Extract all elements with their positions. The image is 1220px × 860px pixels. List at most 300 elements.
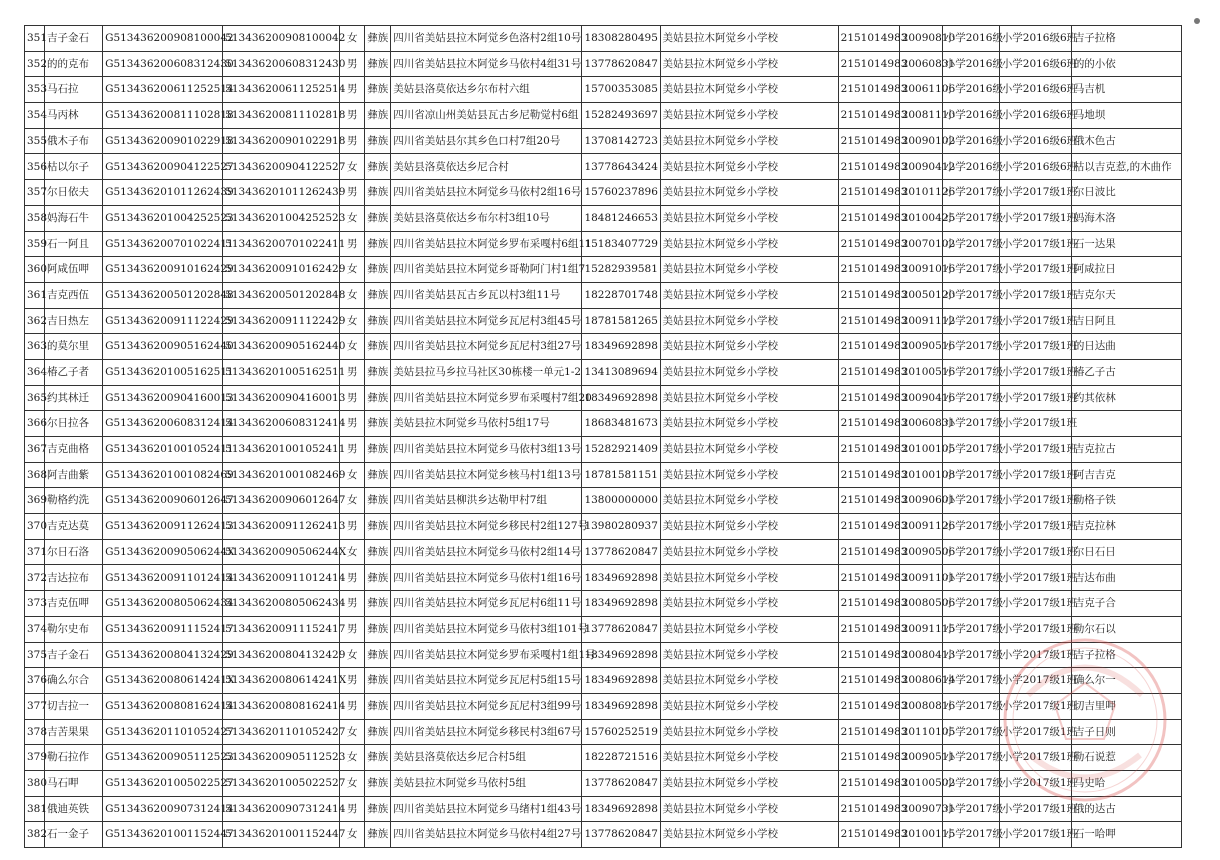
cell-phone: 15183407729 [582,231,660,257]
cell-phone: 18781581265 [582,308,660,334]
cell-phone: 18481246653 [582,205,660,231]
cell-ethnicity: 彝族 [365,539,391,565]
cell-gender: 女 [340,257,365,283]
table-row [25,180,1182,206]
cell-guardian: 吉子拉格 [1071,642,1181,668]
cell-student-id: G513436200906012647 [103,488,223,514]
table-row [25,796,1182,822]
cell-grade: 小学2016级 [942,128,999,154]
cell-gender: 男 [340,180,365,206]
cell-no: 372 [25,565,45,591]
cell-birth: 20090511 [899,745,942,771]
cell-id-number: 513436200904122527 [223,154,340,180]
cell-grade: 小学2017级 [942,257,999,283]
cell-gender: 女 [340,334,365,360]
cell-gender: 女 [340,282,365,308]
cell-phone: 18349692898 [582,591,660,617]
cell-gender: 男 [340,77,365,103]
cell-gender: 女 [340,154,365,180]
cell-birth: 20081110 [899,103,942,129]
cell-gender: 男 [340,514,365,540]
cell-guardian: 马史哈 [1071,770,1181,796]
cell-birth: 20050120 [899,282,942,308]
cell-id-number: 513436201005162511 [223,359,340,385]
cell-birth: 20090102 [899,128,942,154]
cell-grade: 小学2017级 [942,822,999,848]
cell-name: 枯以尔子 [45,154,103,180]
cell-address: 四川省美姑县拉木阿觉乡色洛村2组10号 [391,26,582,52]
cell-guardian: 尔日波比 [1071,180,1181,206]
cell-address: 美姑县洛莫依达乡尔布村六组 [391,77,582,103]
cell-school: 美姑县拉木阿觉乡小学校 [660,668,838,694]
cell-address: 四川省美姑县拉木阿觉乡移民村2组127号 [391,514,582,540]
cell-no: 359 [25,231,45,257]
cell-student-id: G513436200911012414 [103,565,223,591]
cell-address: 四川省美姑县拉木阿觉乡瓦尼村6组11号 [391,591,582,617]
table-row [25,77,1182,103]
cell-class: 小学2016级6班 [999,26,1071,52]
table-body [25,26,1182,848]
cell-class: 小学2017级1班 [999,359,1071,385]
cell-id-number: 513436200910162429 [223,257,340,283]
cell-school: 美姑县拉木阿觉乡小学校 [660,308,838,334]
cell-address: 四川省美姑县拉木阿觉乡瓦尼村3组99号 [391,693,582,719]
table-row [25,565,1182,591]
cell-grade: 小学2017级 [942,488,999,514]
cell-no: 355 [25,128,45,154]
cell-birth: 20090731 [899,796,942,822]
cell-name: 约其林迁 [45,385,103,411]
cell-no: 373 [25,591,45,617]
cell-name: 切吉拉一 [45,693,103,719]
cell-id-number: 513436200608312430 [223,51,340,77]
cell-id-number: 513436201101052427 [223,719,340,745]
cell-birth: 20091112 [899,308,942,334]
cell-ethnicity: 彝族 [365,282,391,308]
cell-address: 四川省美姑县拉木阿觉乡瓦尼村5组15号 [391,668,582,694]
cell-student-id: G513436201101052427 [103,719,223,745]
cell-grade: 小学2017级 [942,282,999,308]
cell-school-code: 2151014983 [838,642,899,668]
cell-student-id: G513436201001152447 [103,822,223,848]
cell-grade: 小学2016级 [942,26,999,52]
cell-grade: 小学2017级 [942,770,999,796]
cell-school: 美姑县拉木阿觉乡小学校 [660,514,838,540]
cell-grade: 小学2017级 [942,616,999,642]
cell-ethnicity: 彝族 [365,334,391,360]
cell-address: 四川省美姑县拉木阿觉乡罗布采嘎村6组11 [391,231,582,257]
cell-guardian: 吉日阿且 [1071,308,1181,334]
cell-school-code: 2151014983 [838,205,899,231]
cell-gender: 女 [340,745,365,771]
cell-birth: 20070102 [899,231,942,257]
cell-address: 美姑县拉马乡拉马社区30栋楼一单元1-2 [391,359,582,385]
table-row [25,257,1182,283]
cell-gender: 男 [340,103,365,129]
cell-birth: 20100105 [899,437,942,463]
cell-student-id: G513436200904160013 [103,385,223,411]
cell-school: 美姑县拉木阿觉乡小学校 [660,154,838,180]
cell-school-code: 2151014983 [838,308,899,334]
cell-birth: 20101126 [899,180,942,206]
cell-student-id: G513436201004252523 [103,205,223,231]
cell-phone: 18349692898 [582,796,660,822]
cell-school-code: 2151014983 [838,616,899,642]
cell-address: 四川省美姑县拉木阿觉乡瓦尼村3组45号 [391,308,582,334]
cell-school-code: 2151014983 [838,231,899,257]
cell-school: 美姑县拉木阿觉乡小学校 [660,77,838,103]
cell-name: 确么尔合 [45,668,103,694]
table-row [25,591,1182,617]
cell-name: 吉达拉布 [45,565,103,591]
cell-grade: 小学2017级 [942,205,999,231]
cell-class: 小学2017级1班 [999,616,1071,642]
cell-student-id: G51343620090506244X [103,539,223,565]
cell-address: 美姑县拉木阿觉乡马依村5组 [391,770,582,796]
cell-class: 小学2017级1班 [999,796,1071,822]
cell-birth: 20090810 [899,26,942,52]
cell-name: 尔日拉各 [45,411,103,437]
cell-birth: 20100425 [899,205,942,231]
cell-grade: 小学2017级 [942,591,999,617]
cell-no: 367 [25,437,45,463]
cell-name: 的莫尔里 [45,334,103,360]
cell-school: 美姑县拉木阿觉乡小学校 [660,796,838,822]
cell-ethnicity: 彝族 [365,231,391,257]
cell-guardian: 石一哈呷 [1071,822,1181,848]
cell-ethnicity: 彝族 [365,719,391,745]
cell-grade: 小学2016级 [942,51,999,77]
cell-school-code: 2151014983 [838,282,899,308]
cell-school-code: 2151014983 [838,257,899,283]
cell-student-id: G513436201011262439 [103,180,223,206]
cell-student-id: G513436200905162440 [103,334,223,360]
table-row [25,128,1182,154]
cell-class: 小学2017级1班 [999,565,1071,591]
cell-guardian: 的日达曲 [1071,334,1181,360]
cell-no: 378 [25,719,45,745]
cell-school-code: 2151014983 [838,539,899,565]
cell-no: 365 [25,385,45,411]
cell-student-id: G513436200901022918 [103,128,223,154]
cell-id-number: 513436200911122429 [223,308,340,334]
cell-id-number: 513436200911012414 [223,565,340,591]
student-roster-sheet [24,25,1182,847]
cell-gender: 女 [340,539,365,565]
cell-student-id: G513436200701022411 [103,231,223,257]
cell-student-id: G513436201001052411 [103,437,223,463]
cell-id-number: 513436201004252523 [223,205,340,231]
cell-guardian: 吉克拉古 [1071,437,1181,463]
cell-name: 马石呷 [45,770,103,796]
cell-address: 美姑县洛莫依达乡尼合村 [391,154,582,180]
table-row [25,822,1182,848]
cell-name: 吉克达莫 [45,514,103,540]
cell-ethnicity: 彝族 [365,103,391,129]
cell-school-code: 2151014983 [838,411,899,437]
cell-no: 363 [25,334,45,360]
cell-address: 四川省美姑县拉木阿觉乡核马村1组13号 [391,462,582,488]
cell-address: 四川省美姑县拉木阿觉乡马依村3组101号 [391,616,582,642]
cell-phone: 15760237896 [582,180,660,206]
cell-class: 小学2017级1班 [999,231,1071,257]
cell-id-number: 513436200911262413 [223,514,340,540]
cell-phone: 18349692898 [582,668,660,694]
cell-class: 小学2017级1班 [999,180,1071,206]
cell-school-code: 2151014983 [838,180,899,206]
cell-address: 美姑县拉木阿觉乡马依村5组17号 [391,411,582,437]
cell-phone: 18349692898 [582,565,660,591]
cell-name: 勒石拉作 [45,745,103,771]
cell-ethnicity: 彝族 [365,591,391,617]
cell-ethnicity: 彝族 [365,359,391,385]
cell-school: 美姑县拉木阿觉乡小学校 [660,257,838,283]
cell-address: 四川省美姑县拉木阿觉乡马绪村1组43号 [391,796,582,822]
cell-school-code: 2151014983 [838,462,899,488]
cell-ethnicity: 彝族 [365,180,391,206]
cell-id-number: 513436201001052411 [223,437,340,463]
cell-name: 阿吉曲紫 [45,462,103,488]
table-row [25,668,1182,694]
cell-student-id: G513436200910162429 [103,257,223,283]
table-row [25,770,1182,796]
cell-no: 366 [25,411,45,437]
cell-grade: 小学2017级 [942,565,999,591]
table-row [25,385,1182,411]
cell-school: 美姑县拉木阿觉乡小学校 [660,488,838,514]
cell-student-id: G51343620080614241X [103,668,223,694]
cell-gender: 男 [340,411,365,437]
cell-school-code: 2151014983 [838,488,899,514]
cell-guardian: 俄的达古 [1071,796,1181,822]
cell-student-id: G513436200608312430 [103,51,223,77]
cell-ethnicity: 彝族 [365,616,391,642]
cell-ethnicity: 彝族 [365,51,391,77]
cell-class: 小学2017级1班 [999,539,1071,565]
cell-class: 小学2017级1班 [999,385,1071,411]
table-row [25,359,1182,385]
cell-id-number: 513436200904160013 [223,385,340,411]
cell-birth: 20060831 [899,411,942,437]
cell-ethnicity: 彝族 [365,642,391,668]
cell-school-code: 2151014983 [838,591,899,617]
cell-school: 美姑县拉木阿觉乡小学校 [660,565,838,591]
cell-grade: 小学2017级 [942,180,999,206]
cell-gender: 男 [340,796,365,822]
cell-birth: 20080614 [899,668,942,694]
cell-class: 小学2017级1班 [999,693,1071,719]
cell-student-id: G513436200911262413 [103,514,223,540]
cell-class: 小学2017级1班 [999,488,1071,514]
cell-student-id: G513436200808162414 [103,693,223,719]
cell-guardian: 马地坝 [1071,103,1181,129]
cell-address: 四川省美姑县瓦古乡瓦以村3组11号 [391,282,582,308]
cell-name: 妈海石牛 [45,205,103,231]
cell-gender: 男 [340,359,365,385]
cell-grade: 小学2017级 [942,308,999,334]
cell-school-code: 2151014983 [838,437,899,463]
cell-ethnicity: 彝族 [365,565,391,591]
cell-grade: 小学2017级 [942,359,999,385]
cell-gender: 女 [340,205,365,231]
cell-id-number: 513436200901022918 [223,128,340,154]
cell-school-code: 2151014983 [838,26,899,52]
cell-name: 阿咸伍呷 [45,257,103,283]
cell-school-code: 2151014983 [838,770,899,796]
cell-school: 美姑县拉木阿觉乡小学校 [660,51,838,77]
cell-address: 四川省美姑县拉木阿觉乡马依村1组16号 [391,565,582,591]
cell-no: 361 [25,282,45,308]
table-row [25,154,1182,180]
cell-phone: 18349692898 [582,334,660,360]
cell-id-number: 513436201001082469 [223,462,340,488]
cell-birth: 20091115 [899,616,942,642]
cell-no: 375 [25,642,45,668]
cell-grade: 小学2017级 [942,437,999,463]
table-row [25,411,1182,437]
cell-grade: 小学2017级 [942,719,999,745]
cell-birth: 20100115 [899,822,942,848]
cell-phone: 18683481673 [582,411,660,437]
cell-ethnicity: 彝族 [365,77,391,103]
cell-id-number: 513436201011262439 [223,180,340,206]
cell-gender: 男 [340,616,365,642]
cell-ethnicity: 彝族 [365,437,391,463]
cell-phone: 18349692898 [582,385,660,411]
cell-phone: 18349692898 [582,642,660,668]
cell-name: 石一金子 [45,822,103,848]
cell-school: 美姑县拉木阿觉乡小学校 [660,822,838,848]
cell-class: 小学2017级1班 [999,334,1071,360]
cell-phone: 13778620847 [582,822,660,848]
cell-student-id: G513436200501202848 [103,282,223,308]
cell-phone: 18228701748 [582,282,660,308]
cell-phone: 15282921409 [582,437,660,463]
cell-name: 吉克西伍 [45,282,103,308]
cell-birth: 20080506 [899,591,942,617]
table-row [25,334,1182,360]
cell-name: 马丙林 [45,103,103,129]
cell-guardian: 阿咸拉日 [1071,257,1181,283]
cell-birth: 20080413 [899,642,942,668]
cell-id-number: 513436200908100042 [223,26,340,52]
cell-id-number: 513436200701022411 [223,231,340,257]
cell-school: 美姑县拉木阿觉乡小学校 [660,205,838,231]
cell-class: 小学2017级1班 [999,437,1071,463]
cell-school-code: 2151014983 [838,745,899,771]
cell-phone: 13708142723 [582,128,660,154]
cell-school-code: 2151014983 [838,719,899,745]
cell-id-number: 513436200907312414 [223,796,340,822]
cell-birth: 20090412 [899,154,942,180]
cell-address: 四川省美姑县拉木阿觉乡马依村4组31号 [391,51,582,77]
cell-id-number: 513436200804132429 [223,642,340,668]
cell-gender: 女 [340,719,365,745]
cell-ethnicity: 彝族 [365,257,391,283]
cell-birth: 20090416 [899,385,942,411]
table-row [25,51,1182,77]
cell-school-code: 2151014983 [838,359,899,385]
cell-grade: 小学2017级 [942,514,999,540]
table-row [25,642,1182,668]
cell-grade: 小学2017级 [942,796,999,822]
cell-school-code: 2151014983 [838,693,899,719]
cell-class: 小学2017级1班 [999,770,1071,796]
cell-school: 美姑县拉木阿觉乡小学校 [660,411,838,437]
cell-school-code: 2151014983 [838,77,899,103]
cell-name: 尔日依夫 [45,180,103,206]
cell-address: 四川省美姑县拉木阿觉乡马依村4组27号 [391,822,582,848]
cell-gender: 女 [340,642,365,668]
table-row [25,103,1182,129]
cell-guardian: 吉克拉林 [1071,514,1181,540]
cell-ethnicity: 彝族 [365,796,391,822]
cell-guardian: 吉克子合 [1071,591,1181,617]
cell-birth: 20090601 [899,488,942,514]
cell-no: 376 [25,668,45,694]
cell-id-number: 51343620080614241X [223,668,340,694]
cell-class: 小学2017级1班 [999,411,1071,437]
cell-no: 353 [25,77,45,103]
cell-name: 吉苦果果 [45,719,103,745]
cell-no: 381 [25,796,45,822]
cell-grade: 小学2017级 [942,462,999,488]
cell-student-id: G513436200911122429 [103,308,223,334]
cell-student-id: G513436200811102818 [103,103,223,129]
cell-ethnicity: 彝族 [365,411,391,437]
cell-phone: 15282493697 [582,103,660,129]
cell-no: 371 [25,539,45,565]
cell-gender: 女 [340,822,365,848]
table-row [25,308,1182,334]
cell-birth: 20110105 [899,719,942,745]
cell-grade: 小学2017级 [942,411,999,437]
cell-no: 360 [25,257,45,283]
cell-school: 美姑县拉木阿觉乡小学校 [660,745,838,771]
cell-school-code: 2151014983 [838,565,899,591]
cell-grade: 小学2017级 [942,668,999,694]
cell-guardian: 吉子日则 [1071,719,1181,745]
cell-phone: 13778643424 [582,154,660,180]
cell-school: 美姑县拉木阿觉乡小学校 [660,282,838,308]
cell-no: 368 [25,462,45,488]
cell-birth: 20080816 [899,693,942,719]
cell-no: 352 [25,51,45,77]
cell-no: 354 [25,103,45,129]
cell-guardian: 约其依林 [1071,385,1181,411]
table-row [25,26,1182,52]
scan-speck [1194,18,1200,24]
cell-grade: 小学2017级 [942,745,999,771]
cell-no: 351 [25,26,45,52]
cell-name: 勒格约洗 [45,488,103,514]
cell-phone: 15760252519 [582,719,660,745]
cell-guardian: 吉克尔天 [1071,282,1181,308]
cell-name: 吉日热左 [45,308,103,334]
cell-class: 小学2017级1班 [999,282,1071,308]
cell-student-id: G513436201005162511 [103,359,223,385]
cell-birth: 20100108 [899,462,942,488]
table-row [25,205,1182,231]
cell-name: 吉子金石 [45,26,103,52]
cell-school: 美姑县拉木阿觉乡小学校 [660,462,838,488]
cell-school-code: 2151014983 [838,796,899,822]
cell-phone: 13778620847 [582,770,660,796]
cell-phone: 18349692898 [582,693,660,719]
cell-school: 美姑县拉木阿觉乡小学校 [660,231,838,257]
cell-guardian: 阿吉吉克 [1071,462,1181,488]
table-row [25,437,1182,463]
